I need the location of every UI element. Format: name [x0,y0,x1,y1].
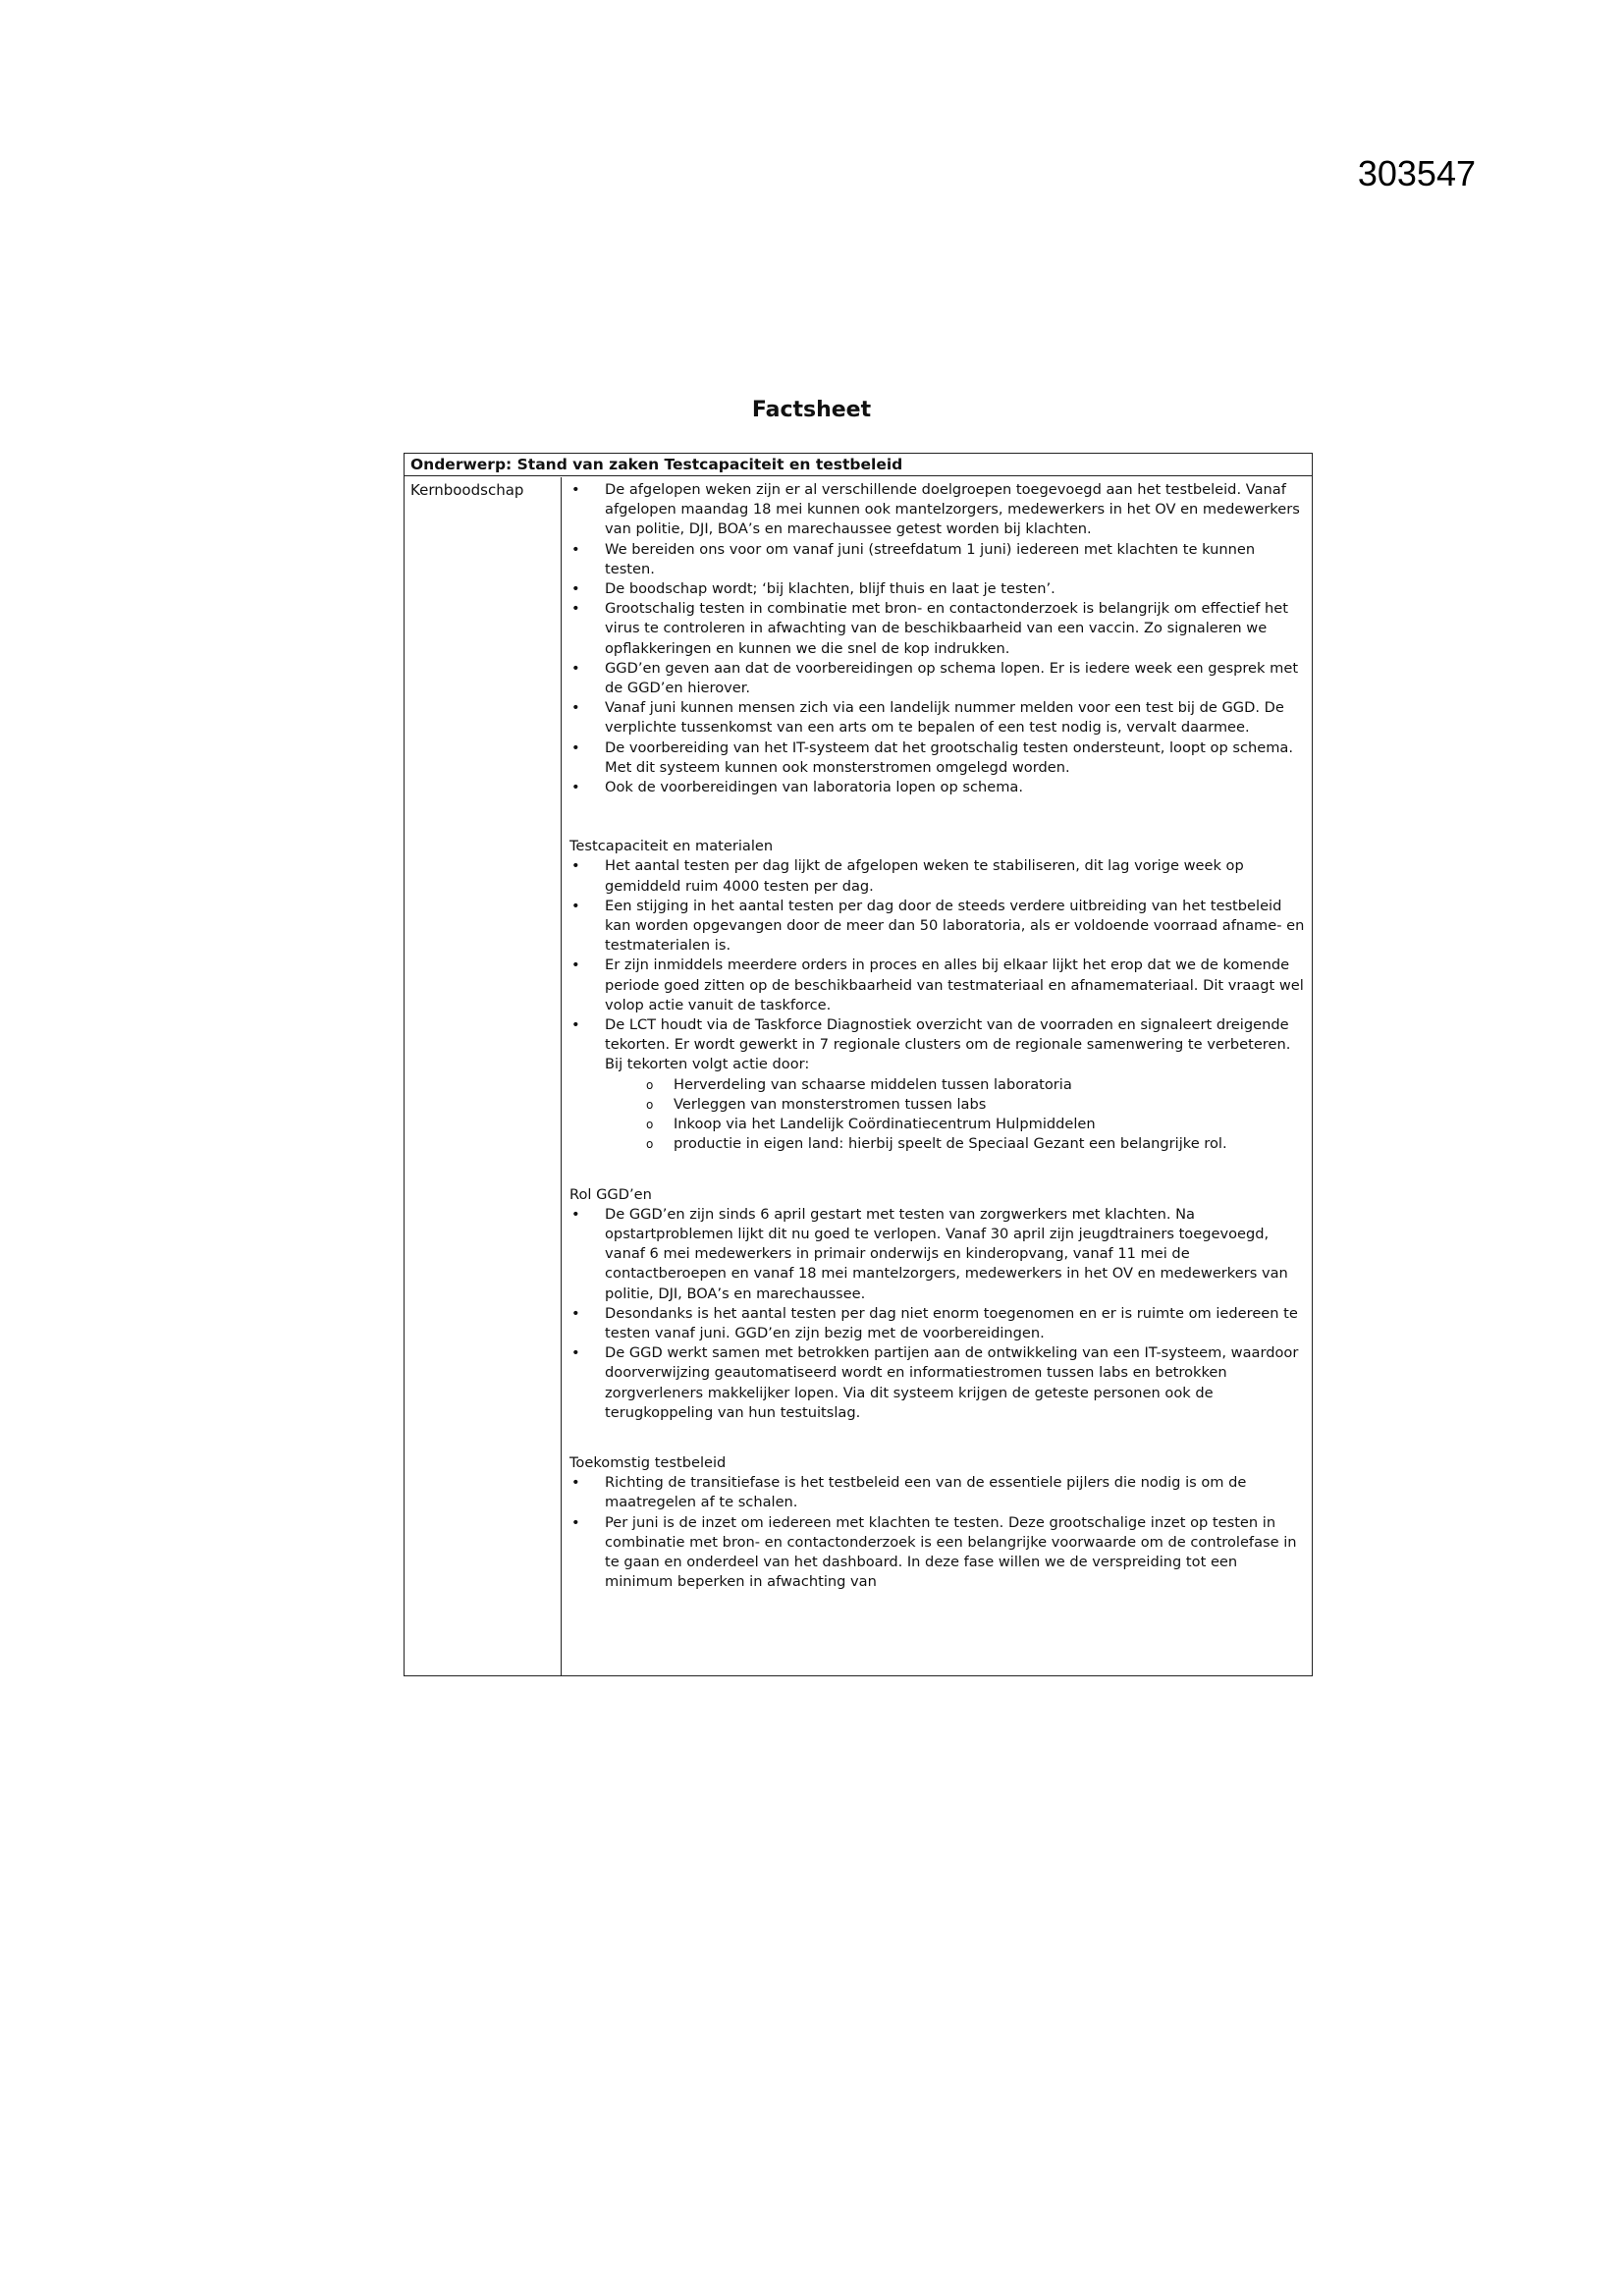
list-item: • Richting de transitiefase is het testbeleid een van de essentiele pijlers die nodig is om de maatregelen af te schalen. [569,1473,1306,1512]
list-item: • Vanaf juni kunnen mensen zich via een landelijk nummer melden voor een test bij de GGD. De verplichte tussenkomst van een arts om te bepalen of een test nodig is, vervalt daarmee. [569,698,1306,738]
list-item: • De voorbereiding van het IT-systeem dat het grootschalig testen ondersteunt, loopt op schema. Met dit systeem kunnen ook monsterstromen omgelegd worden. [569,738,1306,778]
sub-list [644,1075,1306,1155]
list-item: • Ook de voorbereidingen van laboratoria lopen op schema. [569,778,1306,797]
row-content [562,477,1312,1675]
sub-list-item: o Herverdeling van schaarse middelen tussen laboratoria [644,1075,1306,1095]
factsheet-table [404,453,1313,1676]
section-heading: Toekomstig testbeleid [569,1453,727,1471]
sub-list-item: o Inkoop via het Landelijk Coördinatiecentrum Hulpmiddelen [644,1115,1306,1134]
sub-list-item: o Verleggen van monsterstromen tussen labs [644,1095,1306,1115]
ggd-list [569,1205,1306,1423]
list-item: • Er zijn inmiddels meerdere orders in proces en alles bij elkaar lijkt het erop dat we de komende periode goed zitten op de beschikbaarheid van testmateriaal en afnamemateriaal. Dit vraagt wel volop actie vanuit de taskforce. [569,956,1306,1015]
list-item: • De GGD werkt samen met betrokken partijen aan de ontwikkeling van een IT-systeem, waardoor doorverwijzing geautomatiseerd wordt en informatiestromen tussen labs en betrokken zorgverleners makkelijker lopen. Via dit systeem krijgen de geteste personen ook de terugkoppeling van hun testuitslag. [569,1343,1306,1423]
list-item: • De GGD’en zijn sinds 6 april gestart met testen van zorgwerkers met klachten. Na opstartproblemen lijkt dit nu goed te verlopen. Vanaf 30 april zijn jeugdtrainers toegevoegd, vanaf 6 mei medewerkers in primair onderwijs en kinderopvang, vanaf 11 mei de contactberoepen en vanaf 18 mei mantelzorgers, medewerkers in het OV en medewerkers van politie, DJI, BOA’s en marechaussee. [569,1205,1306,1304]
list-item: • Desondanks is het aantal testen per dag niet enorm toegenomen en er is ruimte om iedereen te testen vanaf juni. GGD’en zijn bezig met de voorbereidingen. [569,1304,1306,1343]
toekomst-list [569,1473,1306,1592]
sub-list-item: o productie in eigen land: hierbij speelt de Speciaal Gezant een belangrijke rol. [644,1134,1306,1154]
kernboodschap-section [569,480,1306,797]
section-heading: Testcapaciteit en materialen [569,838,774,855]
page-title: Factsheet [751,398,872,422]
list-item [569,1015,1306,1154]
list-item: • GGD’en geven aan dat de voorbereidingen op schema lopen. Er is iedere week een gesprek met de GGD’en hierover. [569,659,1306,698]
testcapaciteit-section [569,837,1306,1154]
kern-list [569,480,1306,797]
list-item: • We bereiden ons voor om vanaf juni (streefdatum 1 juni) iedereen met klachten te kunnen testen. [569,540,1306,579]
testcap-list [569,856,1306,1154]
section-heading: Rol GGD’en [569,1185,652,1203]
kernboodschap-row [405,477,1312,1675]
subject-header: Onderwerp: Stand van zaken Testcapaciteit en testbeleid [405,454,1312,476]
list-item: • Een stijging in het aantal testen per dag door de steeds verdere uitbreiding van het testbeleid kan worden opgevangen door de meer dan 50 laboratoria, als er voldoende voorraad afname- en testmaterialen is. [569,897,1306,957]
rol-ggd-section [569,1185,1306,1423]
list-item: • Het aantal testen per dag lijkt de afgelopen weken te stabiliseren, dit lag vorige week op gemiddeld ruim 4000 testen per dag. [569,856,1306,896]
row-label: Kernboodschap [405,477,562,1675]
list-item: • De boodschap wordt; ‘bij klachten, blijf thuis en laat je testen’. [569,579,1306,599]
list-item: • Grootschalig testen in combinatie met bron- en contactonderzoek is belangrijk om effectief het virus te controleren in afwachting van de beschikbaarheid van een vaccin. Zo signaleren we opflakkeringen en kunnen we die snel de kop indrukken. [569,599,1306,659]
list-item: • De afgelopen weken zijn er al verschillende doelgroepen toegevoegd aan het testbeleid. Vanaf afgelopen maandag 18 mei kunnen ook mantelzorgers, medewerkers in het OV en medewerkers van politie, DJI, BOA’s en marechaussee getest worden bij klachten. [569,480,1306,540]
document-number: 303547 [1357,153,1476,193]
list-item: • Per juni is de inzet om iedereen met klachten te testen. Deze grootschalige inzet op testen in combinatie met bron- en contactonderzoek is een belangrijke voorwaarde om de controlefase in te gaan en onderdeel van het dashboard. In deze fase willen we de verspreiding tot een minimum beperken in afwachting van [569,1513,1306,1593]
toekomstig-testbeleid-section [569,1453,1306,1592]
list-item-text: De LCT houdt via de Taskforce Diagnostiek overzicht van de voorraden en signaleert dreigende tekorten. Er wordt gewerkt in 7 regionale clusters om de regionale samenwering te verbeteren. Bij tekorten volgt actie door: [605,1016,1291,1073]
